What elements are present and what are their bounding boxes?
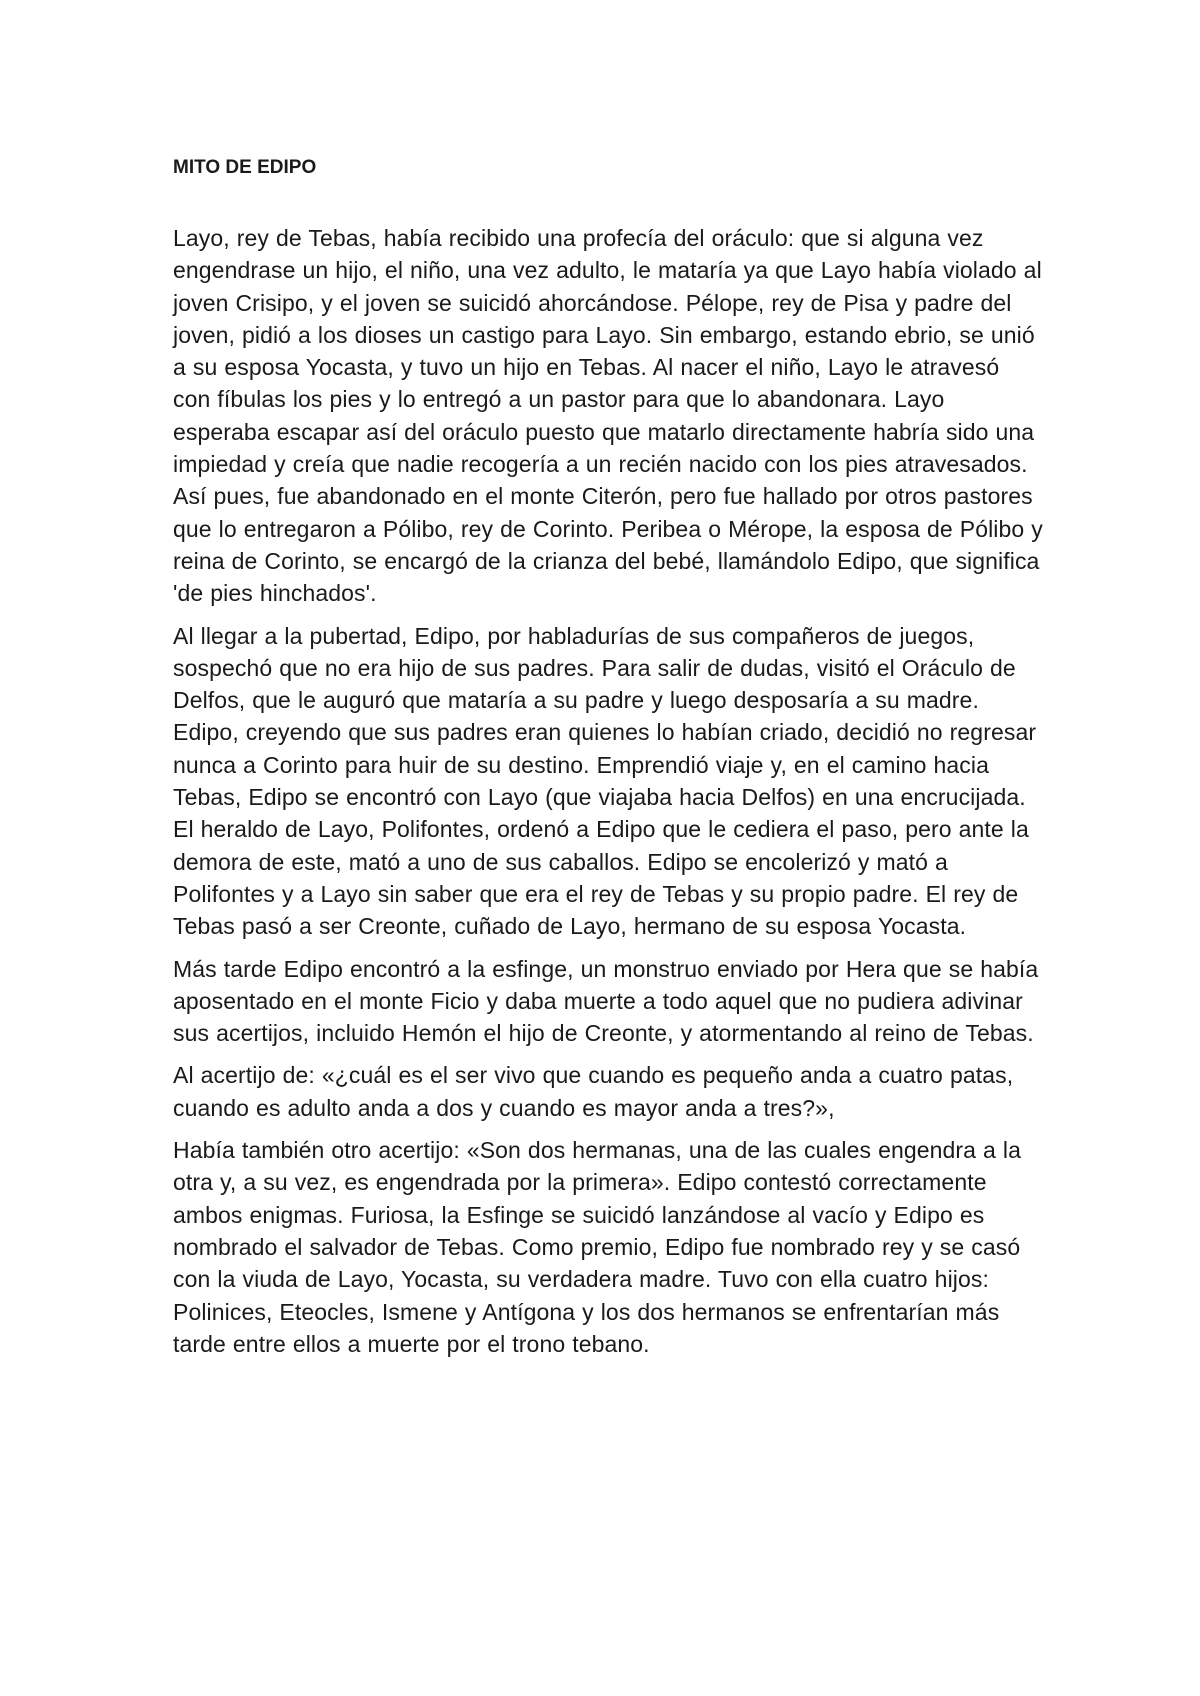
paragraph-4: Al acertijo de: «¿cuál es el ser vivo que cuando es pequeño anda a cuatro patas, cuando es adulto anda a dos y cuando es mayor anda a tres?», xyxy=(173,1062,1014,1121)
document-body xyxy=(173,152,1043,1370)
paragraph-2: Al llegar a la pubertad, Edipo, por habladurías de sus compañeros de juegos, sospechó que no era hijo de sus padres. Para salir de dudas, visitó el Oráculo de Delfos, que le auguró que mataría a su padre y luego desposaría a su madre. Edipo, creyendo que sus padres eran quienes lo habían criado, decidió no regresar nunca a Corinto para huir de su destino. Emprendió viaje y, en el camino hacia Tebas, Edipo se encontró con Layo (que viajaba hacia Delfos) en una encrucijada. El heraldo de Layo, Polifontes, ordenó a Edipo que le cediera el paso, pero ante la demora de este, mató a uno de sus caballos. Edipo se encolerizó y mató a Polifontes y a Layo sin saber que era el rey de Tebas y su propio padre. El rey de Tebas pasó a ser Creonte, cuñado de Layo, hermano de su esposa Yocasta. xyxy=(173,622,1037,940)
paragraph-1: Layo, rey de Tebas, había recibido una profecía del oráculo: que si alguna vez engendrase un hijo, el niño, una vez adulto, le mataría ya que Layo había violado al joven Crisipo, y el joven se suicidó ahorcándose. Pélope, rey de Pisa y padre del joven, pidió a los dioses un castigo para Layo. Sin embargo, estando ebrio, se unió a su esposa Yocasta, y tuvo un hijo en Tebas. Al nacer el niño, Layo le atravesó con fíbulas los pies y lo entregó a un pastor para que lo abandonara. Layo esperaba escapar así del oráculo puesto que matarlo directamente habría sido una impiedad y creía que nadie recogería a un recién nacido con los pies atravesados. Así pues, fue abandonado en el monte Citerón, pero fue hallado por otros pastores que lo entregaron a Pólibo, rey de Corinto. Peribea o Mérope, la esposa de Pólibo y reina de Corinto, se encargó de la crianza del bebé, llamándolo Edipo, que significa 'de pies hinchados'. xyxy=(173,225,1043,607)
document-title: MITO DE EDIPO xyxy=(173,157,317,178)
paragraph-5: Había también otro acertijo: «Son dos hermanas, una de las cuales engendra a la otra y, a su vez, es engendrada por la primera». Edipo contestó correctamente ambos enigmas. Furiosa, la Esfinge se suicidó lanzándose al vacío y Edipo es nombrado el salvador de Tebas. Como premio, Edipo fue nombrado rey y se casó con la viuda de Layo, Yocasta, su verdadera madre. Tuvo con ella cuatro hijos: Polinices, Eteocles, Ismene y Antígona y los dos hermanos se enfrentarían más tarde entre ellos a muerte por el trono tebano. xyxy=(173,1137,1022,1357)
paragraph-3: Más tarde Edipo encontró a la esfinge, un monstruo enviado por Hera que se había aposentado en el monte Ficio y daba muerte a todo aquel que no pudiera adivinar sus acertijos, incluido Hemón el hijo de Creonte, y atormentando al reino de Tebas. xyxy=(173,955,1039,1047)
